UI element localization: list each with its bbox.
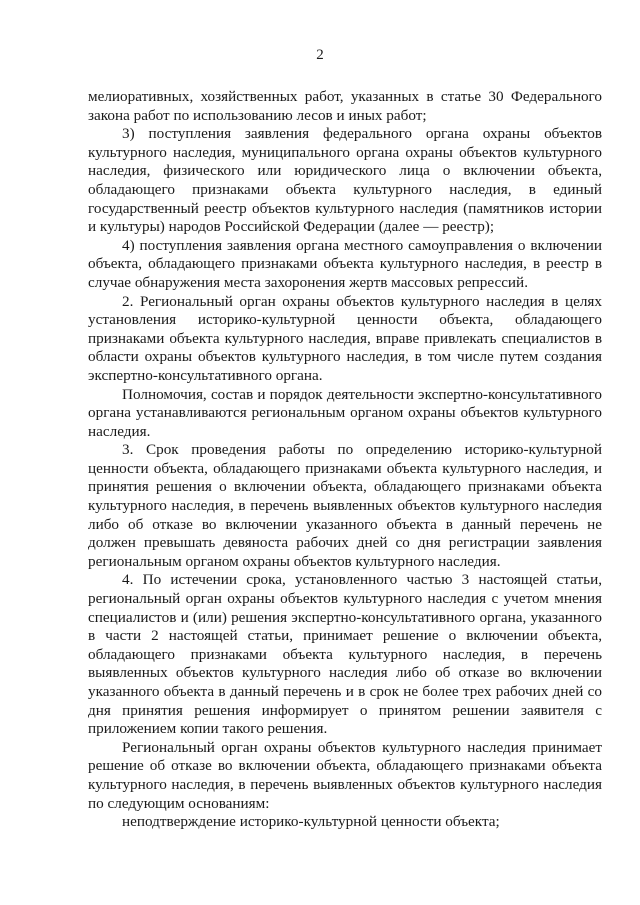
document-body <box>88 88 602 832</box>
paragraph-part-2-powers: Полномочия, состав и порядок деятельности экспертно-консультативного органа устанавливаются региональным органом охраны объектов культурного наследия. <box>88 385 602 440</box>
paragraph-item-3: 3) поступления заявления федерального органа охраны объектов культурного наследия, муниципального органа охраны объектов культурного наследия, физического или юридического лица о включении объекта, обладающего признаками объекта культурного наследия, в единый государственный реестр объектов культурного наследия (памятников истории и культуры) народов Российской Федерации (далее — реестр); <box>88 125 602 236</box>
paragraph-item-4: 4) поступления заявления органа местного самоуправления о включении объекта, обладающего признаками объекта культурного наследия, в реестр в случае обнаружения места захоронения жертв массовых репрессий. <box>88 236 602 291</box>
paragraph-refusal-ground-1: неподтверждение историко-культурной ценности объекта; <box>122 813 500 831</box>
paragraph-refusal-grounds: Региональный орган охраны объектов культурного наследия принимает решение об отказе во включении объекта, обладающего признаками объекта культурного наследия, в перечень выявленных объектов культурного наследия по следующим основаниям: <box>88 738 602 812</box>
page-number: 2 <box>316 47 324 63</box>
paragraph-part-3: 3. Срок проведения работы по определению историко-культурной ценности объекта, обладающего признаками объекта культурного наследия, и принятия решения о включении объекта, обладающего признаками объекта культурного наследия, в перечень выявленных объектов культурного наследия либо об отказе во включении указанного объекта в данный перечень не должен превышать девяноста рабочих дней со дня регистрации заявления региональным органом охраны объектов культурного наследия. <box>88 441 602 570</box>
paragraph-part-2: 2. Региональный орган охраны объектов культурного наследия в целях установления историко-культурной ценности объекта, обладающего признаками объекта культурного наследия, вправе привлекать специалистов в области охраны объектов культурного наследия, в том числе путем создания экспертно-консультативного органа. <box>88 292 602 384</box>
paragraph-continuation: мелиоративных, хозяйственных работ, указанных в статье 30 Федерального закона работ по использованию лесов и иных работ; <box>88 88 602 124</box>
paragraph-part-4: 4. По истечении срока, установленного частью 3 настоящей статьи, региональный орган охраны объектов культурного наследия с учетом мнения специалистов и (или) решения экспертно-консультативного органа, указанного в части 2 настоящей статьи, принимает решение о включении объекта, обладающего признаками объекта культурного наследия, в перечень выявленных объектов культурного наследия либо об отказе во включении указанного объекта в данный перечень и в срок не более трех рабочих дней со дня принятия решения информирует о принятом решении заявителя с приложением копии такого решения. <box>88 571 602 738</box>
